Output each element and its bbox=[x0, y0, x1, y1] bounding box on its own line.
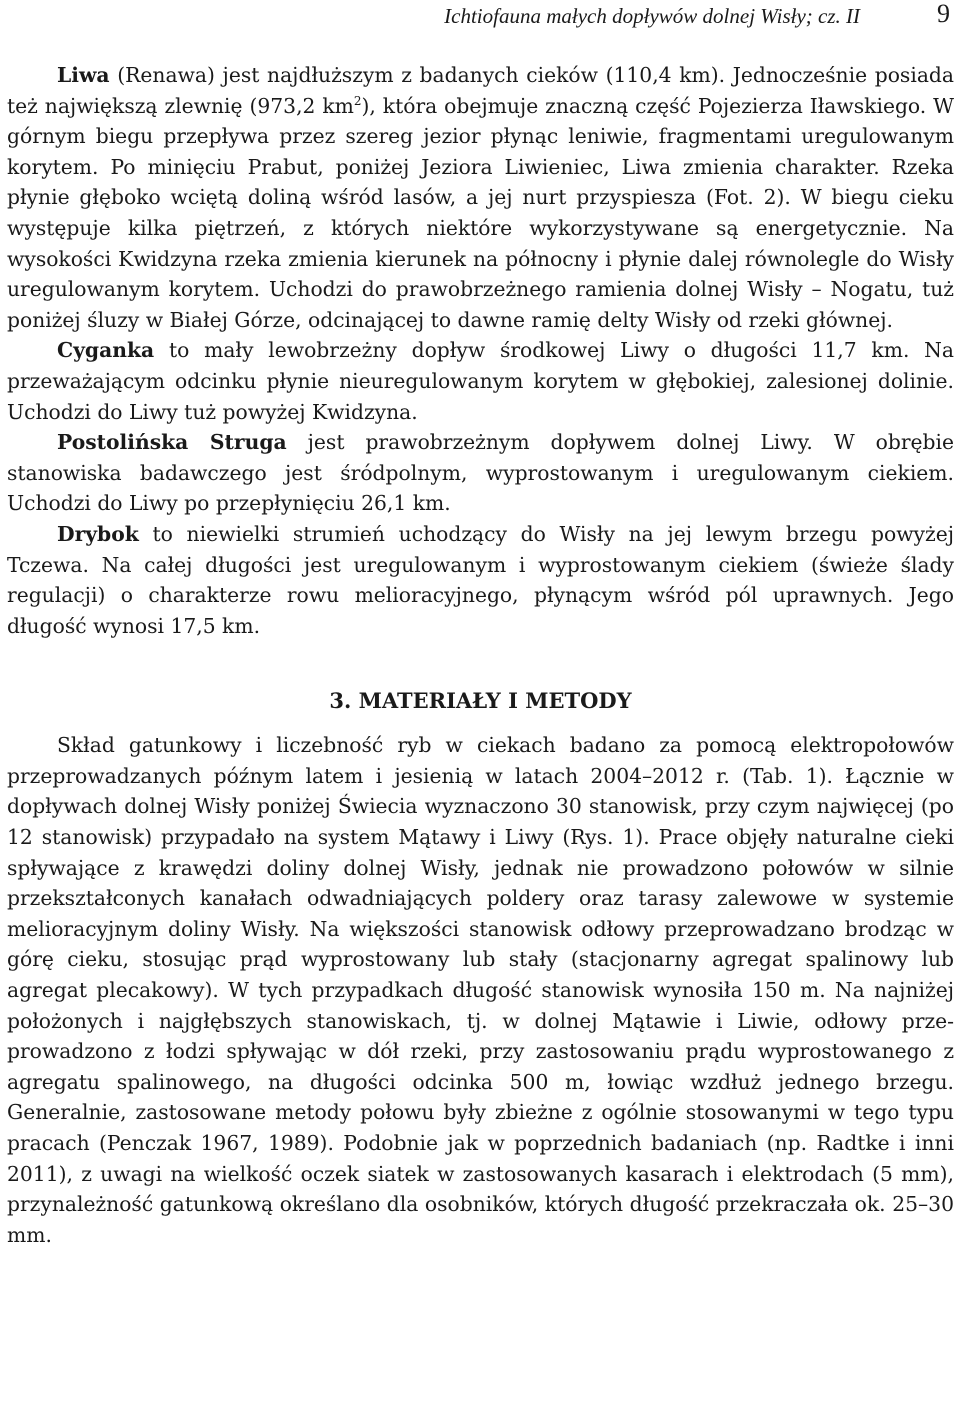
page-number: 9 bbox=[937, 0, 950, 28]
paragraph-liwa bbox=[7, 60, 954, 335]
paragraph-text: ), która obejmuje znaczną część Pojezierza Iławskiego. W górnym biegu przepływa przez szereg jezior płynąc leniwie, fragmentami uregulowanym korytem. Po minięciu Prabut, poniżej Jeziora Liwieniec, Liwa zmienia charakter. Rzeka płynie głęboko wciętą doliną wśród lasów, a jej nurt przyspiesza (Fot. 2). W biegu cieku występuje kilka piętrzeń, z których niektóre wykorzystywane są energetycznie. Na wysokości Kwidzyna rzeka zmienia kierunek na północny i płynie dalej równolegle do Wisły uregulowanym korytem. Uchodzi do prawobrzeżnego ramienia dolnej Wisły – Nogatu, tuż poniżej śluzy w Białej Górze, odcinającej to dawne ramię delty Wisły od rzeki głównej. bbox=[7, 93, 954, 332]
document-page bbox=[7, 0, 954, 1420]
paragraph-text: to mały lewobrzeżny dopływ środkowej Liwy o długości 11,7 km. Na przeważającym odcinku płynie nieuregulowanym korytem w głębokiej, zalesionej dolinie. Uchodzi do Liwy tuż powyżej Kwidzyna. bbox=[7, 338, 954, 424]
section-heading: 3. MATERIAŁY I METODY bbox=[329, 688, 632, 714]
paragraph-postolinska-struga bbox=[7, 427, 954, 519]
document-body bbox=[7, 60, 954, 1250]
paragraph-drybok bbox=[7, 519, 954, 641]
paragraph-lead-drybok: Drybok bbox=[57, 521, 139, 546]
superscript: 2 bbox=[353, 93, 362, 108]
paragraph-text: (Renawa) jest najdłuższym z badanych cieków (110,4 km). Jednocześnie posiada też największą zlewnię (973,2 km bbox=[7, 63, 954, 118]
paragraph-text: to niewielki strumień uchodzący do Wisły na jej lewym brzegu powyżej Tczewa. Na całej długości jest uregulowanym i wyprostowanym ciekiem (świeże ślady regulacji) o charakterze rowu melioracyjnego, płynącym wśród pól uprawnych. Jego długość wynosi 17,5 km. bbox=[7, 521, 954, 638]
paragraph-lead-liwa: Liwa bbox=[57, 63, 110, 87]
paragraph-text: jest prawobrzeżnym dopływem dolnej Liwy. W obrębie stanowiska badawczego jest śródpolnym, wyprostowanym i uregulowanym ciekiem. Uchodzi do Liwy po przepłynięciu 26,1 km. bbox=[7, 430, 954, 516]
paragraph-methods: Skład gatunkowy i liczebność ryb w ciekach badano za pomocą elektropołowów przeprowadzanych późnym latem i jesienią w latach 2004–2012 r. (Tab. 1). Łącznie w dopływach dolnej Wisły poniżej Świecia wyznaczono 30 stanowisk, przy czym najwięcej (po 12 stanowisk) przypadało na system Mątawy i Liwy (Rys. 1). Prace objęły naturalne cieki spływające z krawędzi doliny dolnej Wisły, jednak nie prowadzono połowów w silnie przekształconych kanałach odwadniających poldery oraz tarasy zalewowe w systemie melioracyjnym doliny Wisły. Na większości stanowisk odłowy przeprowadzano brodząc w górę cieku, stosując prąd wyprostowany lub stały (stacjonarny agregat spalinowy lub agregat plecakowy). W tych przypadkach długość stanowisk wynosiła 150 m. Na najniżej położonych i najgłębszych stanowiskach, tj. w dolnej Mątawie i Liwie, odłowy przeprowadzono z łodzi spływając w dół rzeki, przy zastosowaniu prądu wyprostowanego z agregatu spalinowego, na długości odcinka 500 m, łowiąc wzdłuż jednego brzegu. Generalnie, zastosowane metody połowu były zbieżne z ogólnie stosowanymi w tego typu pracach (Penczak 1967, 1989). Podobnie jak w poprzednich badaniach (np. Radtke i inni 2011), z uwagi na wielkość oczek siatek w zastosowanych kasarach i elektrodach (5 mm), przynależność gatunkową określano dla osobników, których długość przekraczała ok. 25–30 mm. bbox=[7, 733, 954, 1247]
paragraph-lead-cyganka: Cyganka bbox=[57, 338, 155, 363]
running-title: Ichtiofauna małych dopływów dolnej Wisły; cz. II bbox=[444, 4, 860, 28]
paragraph-lead-postolinska-struga: Postolińska Struga bbox=[57, 430, 287, 455]
running-header bbox=[7, 2, 952, 30]
paragraph-cyganka bbox=[7, 335, 954, 427]
